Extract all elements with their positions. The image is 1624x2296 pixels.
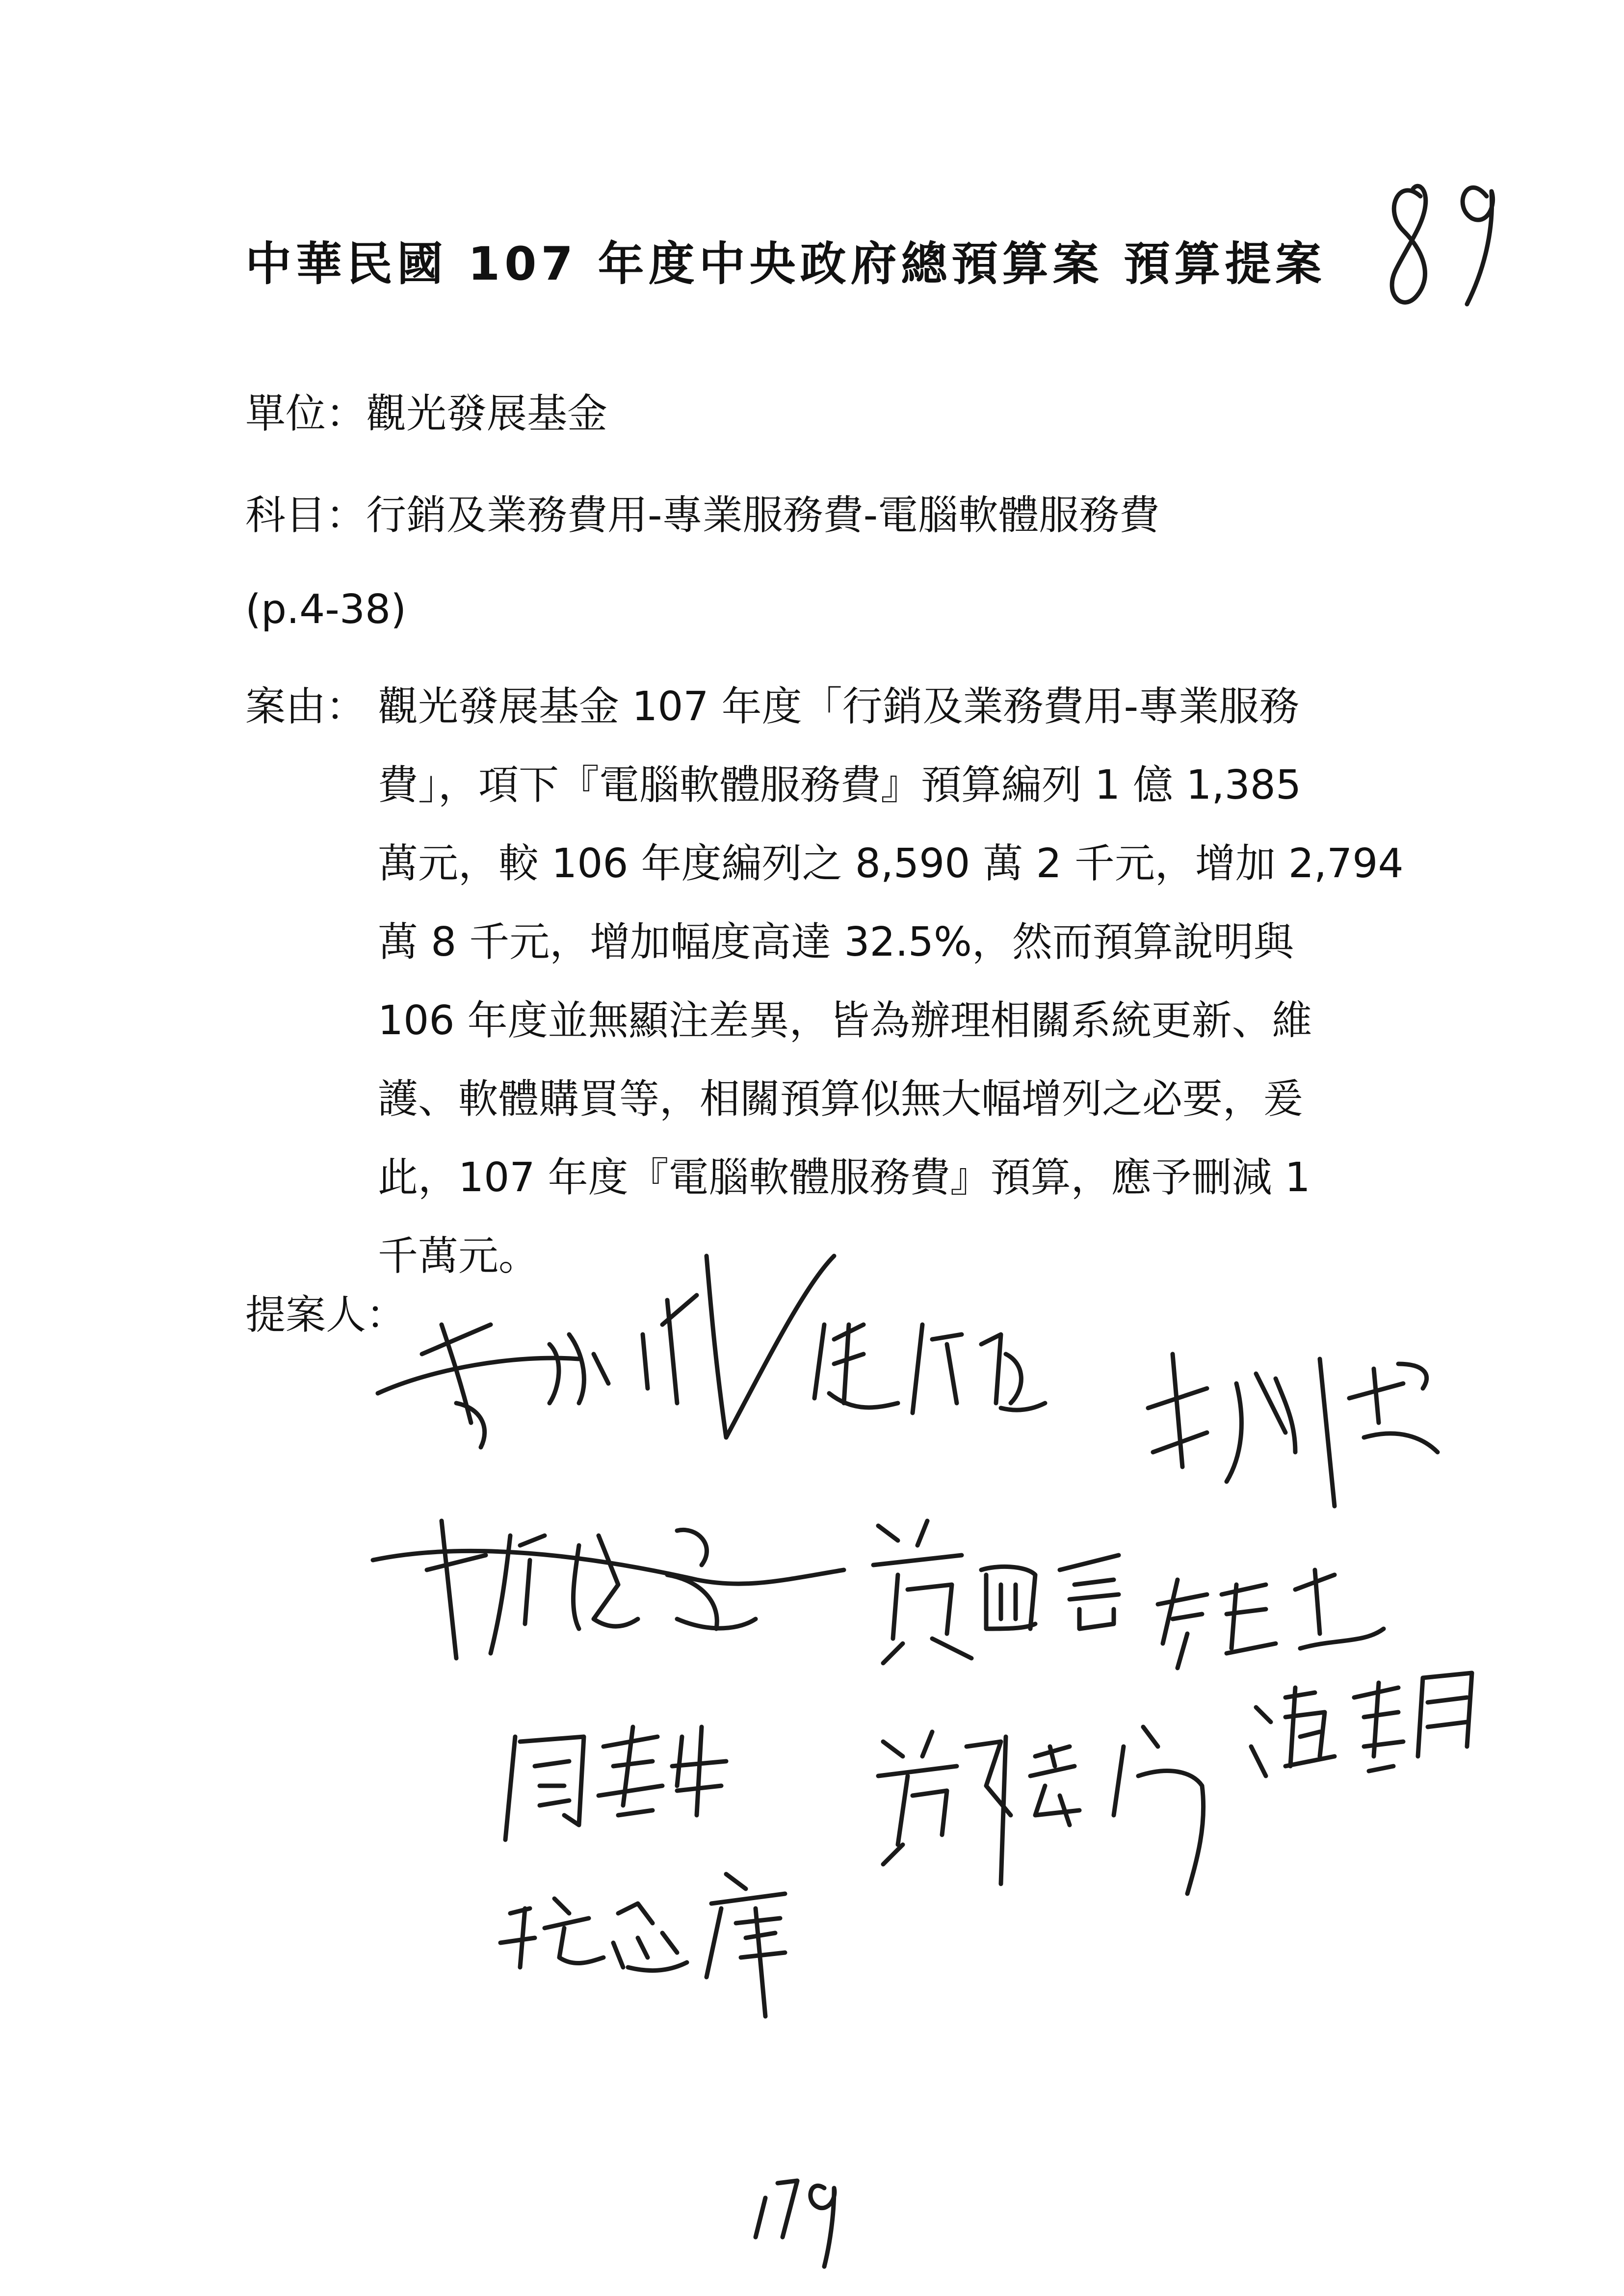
- handwritten-signature: [1148, 1354, 1438, 1506]
- page-reference: (p.4-38): [245, 586, 407, 633]
- handwritten-signature: [814, 1325, 1045, 1413]
- handwritten-page-number: [756, 2181, 835, 2267]
- subject-value: 行銷及業務費用-專業服務費-電腦軟體服務費: [366, 492, 1160, 539]
- proposer-label: 提案人：: [245, 1292, 407, 1338]
- reason-line: 觀光發展基金 107 年度「行銷及業務費用-專業服務: [378, 683, 1300, 730]
- subject-label: 科目：: [245, 492, 367, 539]
- handwritten-signature: [373, 1521, 844, 1658]
- reason-label: 案由：: [245, 683, 367, 730]
- reason-line: 費」，項下『電腦軟體服務費』預算編列 1 億 1,385: [378, 762, 1302, 809]
- reason-line: 此，107 年度『電腦軟體服務費』預算，應予刪減 1: [378, 1154, 1310, 1201]
- handwritten-signature: [378, 1295, 697, 1447]
- reason-line: 護、軟體購買等，相關預算似無大幅增列之必要，爰: [378, 1076, 1304, 1122]
- unit-label: 單位：: [245, 391, 367, 437]
- handwritten-signature: [878, 1727, 1204, 1894]
- unit-value: 觀光發展基金: [366, 391, 608, 437]
- handwritten-signature: [707, 1256, 834, 1437]
- reason-line: 千萬元。: [378, 1233, 539, 1279]
- handwritten-signature: [500, 1874, 785, 2016]
- handwritten-signature: [1158, 1570, 1384, 1668]
- reason-line: 106 年度並無顯注差異，皆為辦理相關系統更新、維: [378, 997, 1312, 1044]
- handwritten-signature: [1251, 1673, 1472, 1776]
- page-title: 中華民國 107 年度中央政府總預算案 預算提案: [245, 237, 1326, 291]
- handwritten-signature: [873, 1521, 1119, 1663]
- handwritten-number: [1392, 186, 1493, 304]
- reason-line: 萬 8 千元，增加幅度高達 32.5%，然而預算說明與: [378, 919, 1294, 965]
- reason-line: 萬元，較 106 年度編列之 8,590 萬 2 千元，增加 2,794: [378, 840, 1404, 887]
- handwritten-signature: [505, 1727, 726, 1840]
